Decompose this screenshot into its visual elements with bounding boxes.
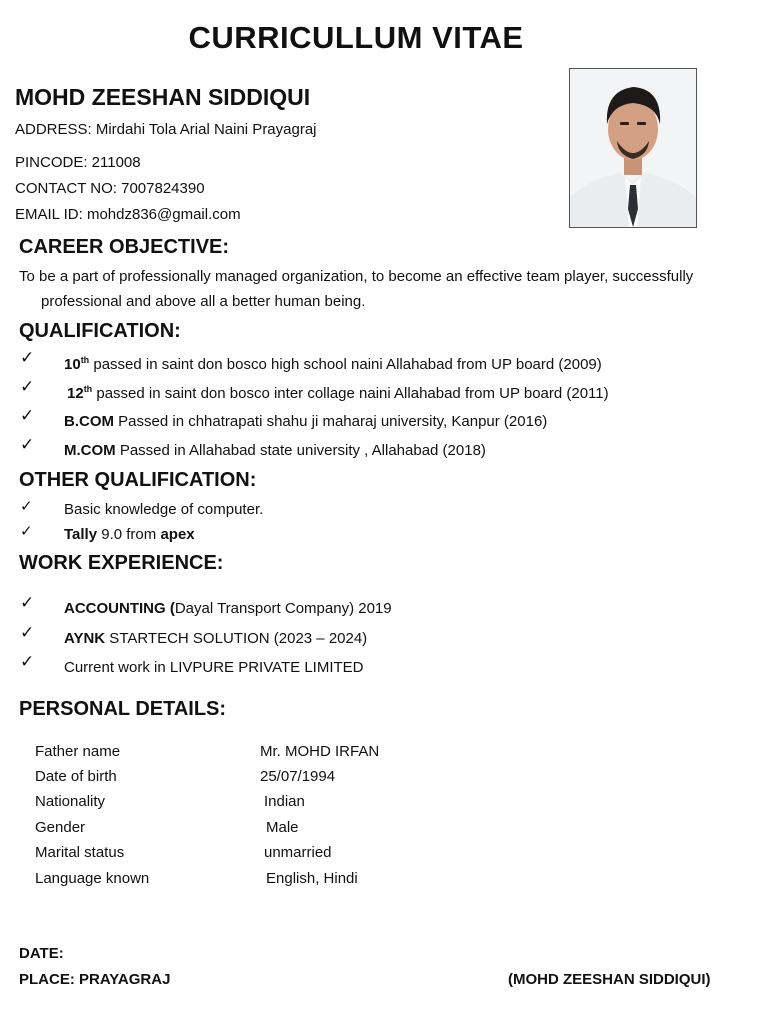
profile-photo (569, 68, 697, 228)
check-icon: ✓ (20, 377, 35, 396)
personal-value: unmarried (264, 844, 332, 861)
work-role: AYNK (64, 630, 106, 647)
other-qualification-heading: OTHER QUALIFICATION: (19, 469, 257, 491)
qual-sup: th (80, 355, 90, 365)
work-item: Current work in LIVPURE PRIVATE LIMITED (64, 659, 364, 676)
signature-name: (MOHD ZEESHAN SIDDIQUI) (508, 971, 711, 988)
check-icon: ✓ (20, 348, 35, 367)
personal-label: Gender (35, 819, 86, 836)
personal-label: Date of birth (35, 768, 117, 785)
career-objective-text (19, 264, 754, 314)
personal-label: Marital status (35, 844, 125, 861)
date-label: DATE: (19, 945, 64, 962)
qualification-item (64, 355, 602, 373)
apex-label: apex (160, 526, 195, 543)
qual-text: Passed in chhatrapati shahu ji maharaj university, Kanpur (2016) (114, 413, 548, 430)
tally-label: Tally (64, 526, 98, 543)
qual-text: Passed in Allahabad state university , Allahabad (2018) (115, 442, 486, 459)
other-qualification-item (64, 526, 195, 543)
career-line-1: To be a part of professionally managed organization, to become an effective team player, successfully (19, 268, 694, 285)
work-item (64, 600, 392, 617)
qualification-item (67, 384, 609, 402)
email: EMAIL ID: mohdz836@gmail.com (15, 206, 241, 223)
page-title: CURRICULLUM VITAE (188, 20, 524, 55)
qual-sup: th (83, 384, 93, 394)
check-icon: ✓ (20, 406, 35, 425)
career-line-2: professional and above all a better human being. (41, 293, 366, 310)
work-text: STARTECH SOLUTION (2023 – 2024) (105, 630, 368, 647)
candidate-name: MOHD ZEESHAN SIDDIQUI (15, 84, 311, 110)
qual-level: B.COM (64, 413, 114, 430)
work-experience-heading: WORK EXPERIENCE: (19, 552, 224, 574)
qual-text: passed in saint don bosco high school naini Allahabad from UP board (2009) (89, 356, 602, 373)
check-icon: ✓ (20, 623, 35, 642)
qual-level: 10 (64, 356, 81, 373)
personal-label: Language known (35, 870, 150, 887)
work-item (64, 630, 367, 647)
place-label: PLACE: PRAYAGRAJ (19, 971, 171, 988)
tally-text: 9.0 from (97, 526, 161, 543)
personal-value: Mr. MOHD IRFAN (260, 743, 380, 760)
qualification-item (64, 442, 486, 459)
check-icon: ✓ (20, 523, 33, 540)
contact-number: CONTACT NO: 7007824390 (15, 180, 205, 197)
check-icon: ✓ (20, 498, 33, 515)
check-icon: ✓ (20, 435, 35, 454)
personal-label: Father name (35, 743, 121, 760)
pincode: PINCODE: 211008 (15, 154, 141, 171)
career-objective-heading: CAREER OBJECTIVE: (19, 236, 230, 258)
check-icon: ✓ (20, 593, 35, 612)
qualification-item (64, 413, 547, 430)
personal-value: Male (266, 819, 299, 836)
qual-level: 12 (67, 385, 84, 402)
qual-level: M.COM (64, 442, 116, 459)
person-portrait-icon (570, 69, 696, 227)
personal-value: English, Hindi (266, 870, 358, 887)
address: ADDRESS: Mirdahi Tola Arial Naini Prayagraj (15, 121, 317, 138)
other-qualification-item: Basic knowledge of computer. (64, 501, 264, 518)
qualification-heading: QUALIFICATION: (19, 320, 181, 342)
personal-details-heading: PERSONAL DETAILS: (19, 698, 227, 720)
qual-text: passed in saint don bosco inter collage naini Allahabad from UP board (2011) (92, 385, 609, 402)
work-text: Dayal Transport Company) 2019 (174, 600, 392, 617)
work-role: ACCOUNTING ( (64, 600, 175, 617)
personal-value: 25/07/1994 (260, 768, 336, 785)
personal-label: Nationality (35, 793, 106, 810)
check-icon: ✓ (20, 652, 35, 671)
personal-value: Indian (264, 793, 305, 810)
